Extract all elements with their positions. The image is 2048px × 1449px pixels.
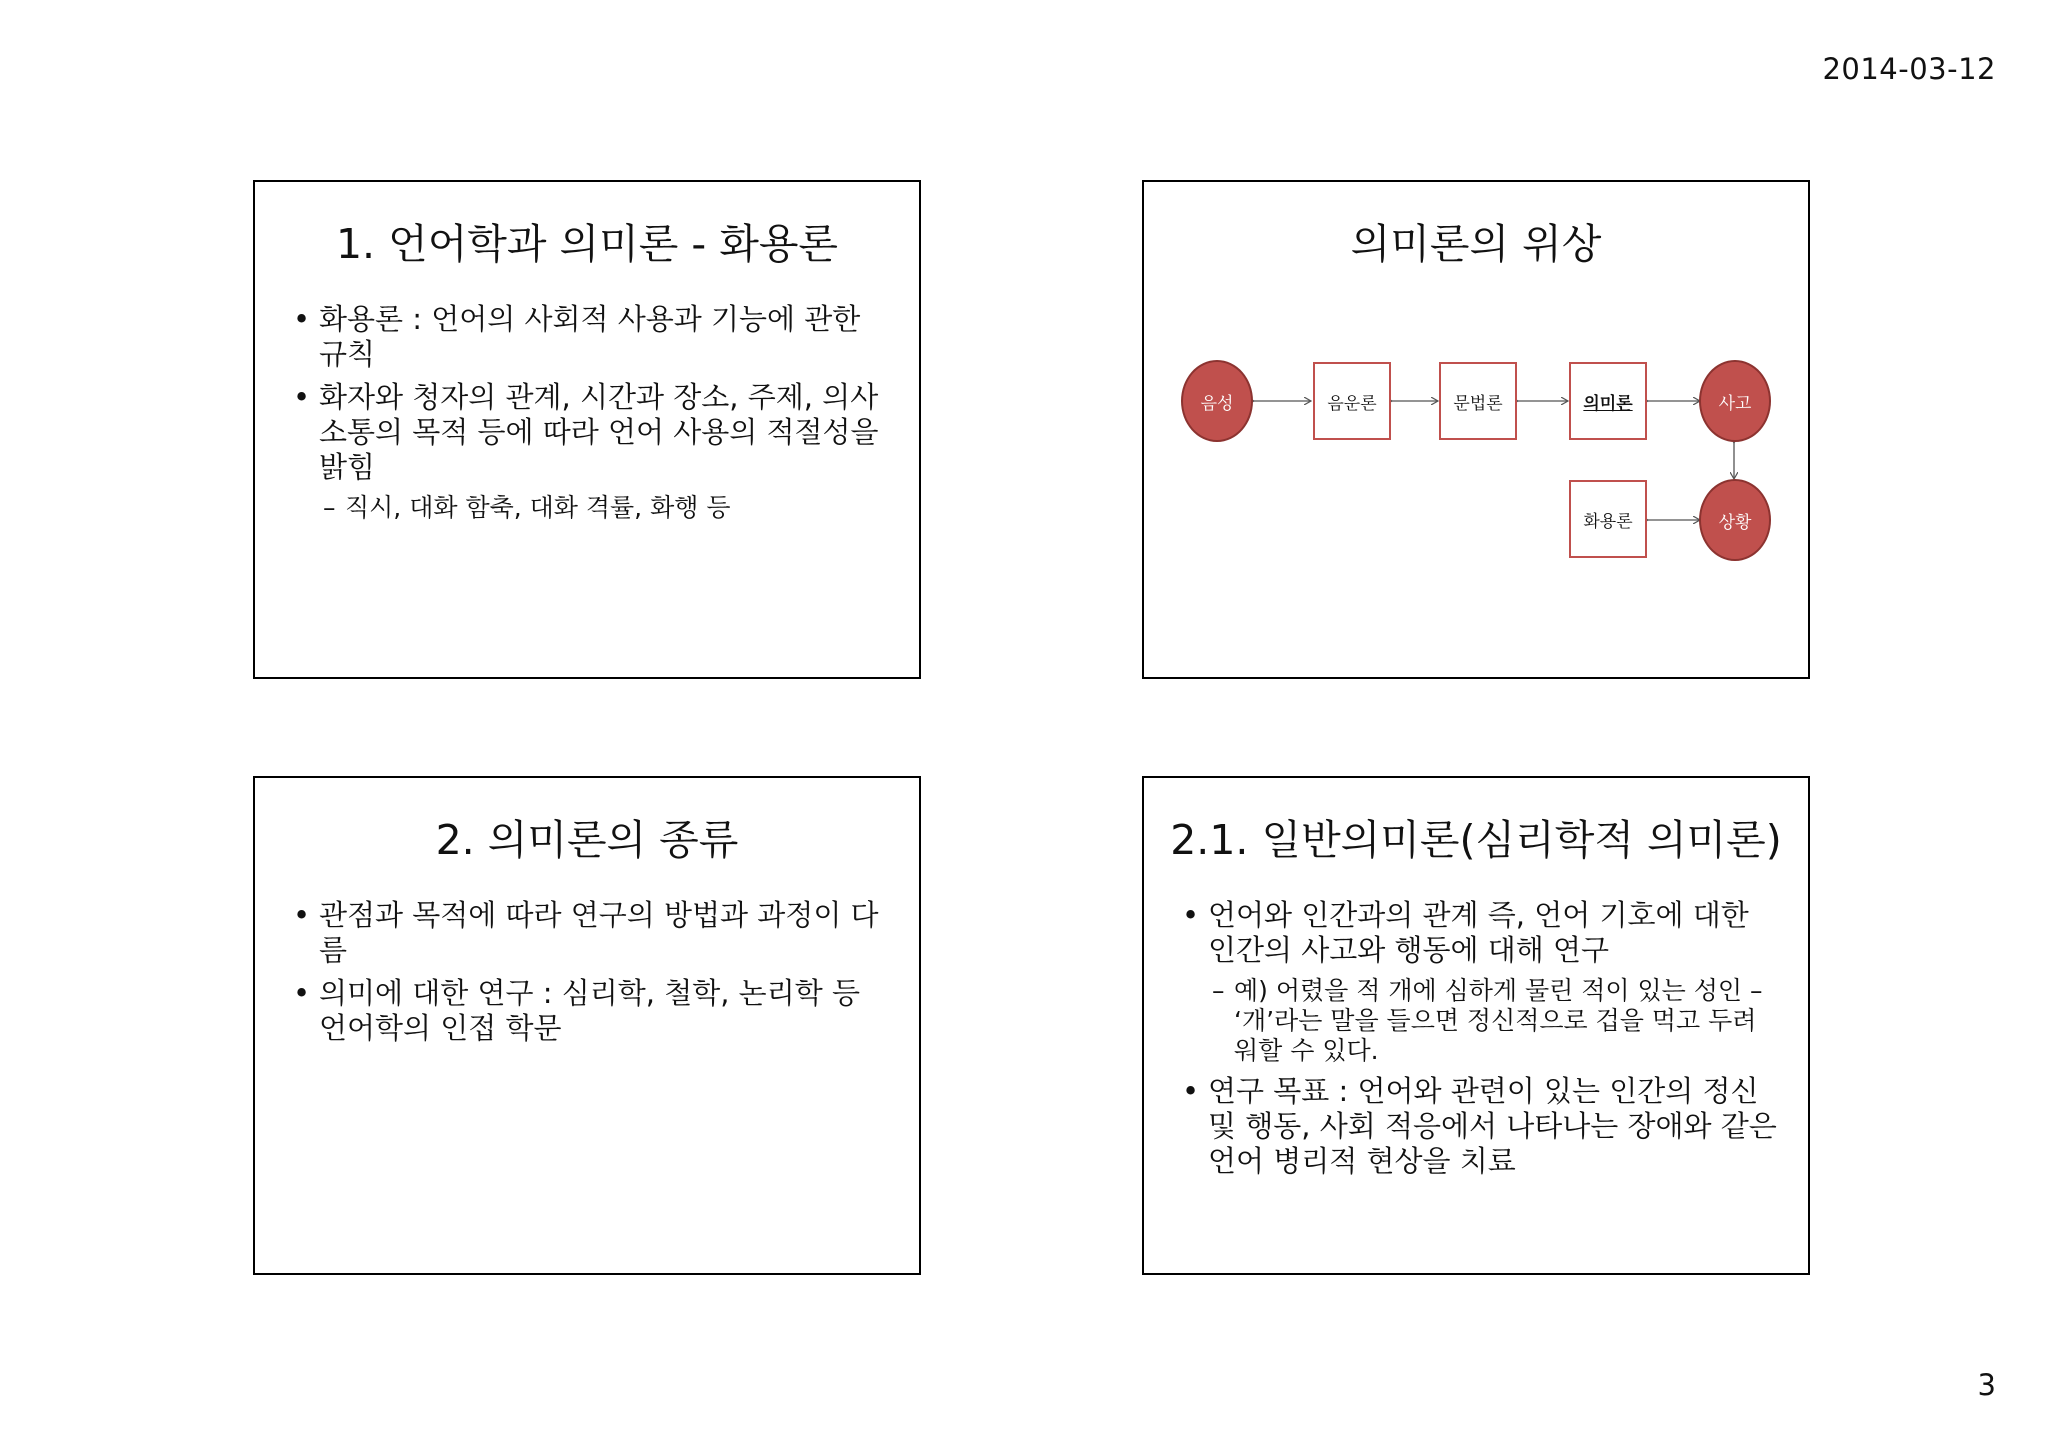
bullet-item: • 화자와 청자의 관계, 시간과 장소, 주제, 의사소통의 목적 등에 따라 언어 사용의 적절성을 밝힘 xyxy=(291,380,891,485)
node-label: 문법론 xyxy=(1453,393,1503,414)
sub-bullet-text: 직시, 대화 함축, 대화 격률, 화행 등 xyxy=(345,493,731,522)
bullet-item: • 언어와 인간과의 관계 즉, 언어 기호에 대한 인간의 사고와 행동에 대해 연구 xyxy=(1180,898,1780,968)
node-sound xyxy=(1181,360,1253,442)
node-label: 사고 xyxy=(1718,393,1752,414)
bullet-list xyxy=(291,898,891,1054)
dash-marker: – xyxy=(323,493,336,522)
node-phonology xyxy=(1313,362,1391,440)
node-label: 화용론 xyxy=(1583,511,1633,532)
node-thought xyxy=(1699,360,1771,442)
dash-marker: – xyxy=(1212,976,1225,1005)
slide-title: 2. 의미론의 종류 xyxy=(435,816,739,864)
node-label: 상황 xyxy=(1718,512,1752,533)
node-pragmatics xyxy=(1569,480,1647,558)
bullet-list xyxy=(1180,898,1780,1187)
node-situation xyxy=(1699,479,1771,561)
node-grammar xyxy=(1439,362,1517,440)
sub-bullet-item xyxy=(1180,976,1780,1066)
page-number: 3 xyxy=(1977,1368,1996,1402)
slide-title: 의미론의 위상 xyxy=(1350,220,1602,268)
sub-bullet-text: 예) 어렸을 적 개에 심하게 물린 적이 있는 성인 – ‘개’라는 말을 들으면 정신적으로 겁을 먹고 두려워할 수 있다. xyxy=(1234,976,1763,1065)
node-label: 의미론 xyxy=(1583,393,1633,414)
bullet-list xyxy=(291,302,891,531)
bullet-item: • 연구 목표 : 언어와 관련이 있는 인간의 정신 및 행동, 사회 적응에서 나타나는 장애와 같은 언어 병리적 현상을 치료 xyxy=(1180,1074,1780,1179)
semantics-position-diagram xyxy=(1144,182,1808,677)
slide-3 xyxy=(253,776,921,1275)
slide-2 xyxy=(1142,180,1810,679)
slide-title: 2.1. 일반의미론(심리학적 의미론) xyxy=(1170,816,1782,864)
node-semantics xyxy=(1569,362,1647,440)
bullet-item: • 관점과 목적에 따라 연구의 방법과 과정이 다름 xyxy=(291,898,891,968)
sub-bullet-item xyxy=(291,493,891,523)
bullet-item: • 화용론 : 언어의 사회적 사용과 기능에 관한 규칙 xyxy=(291,302,891,372)
slide-1 xyxy=(253,180,921,679)
slide-4 xyxy=(1142,776,1810,1275)
bullet-item: • 의미에 대한 연구 : 심리학, 철학, 논리학 등 언어학의 인접 학문 xyxy=(291,976,891,1046)
page-date: 2014-03-12 xyxy=(1822,52,1996,86)
node-label: 음성 xyxy=(1200,393,1234,414)
slide-title: 1. 언어학과 의미론 - 화용론 xyxy=(335,220,839,268)
node-label: 음운론 xyxy=(1327,393,1377,414)
